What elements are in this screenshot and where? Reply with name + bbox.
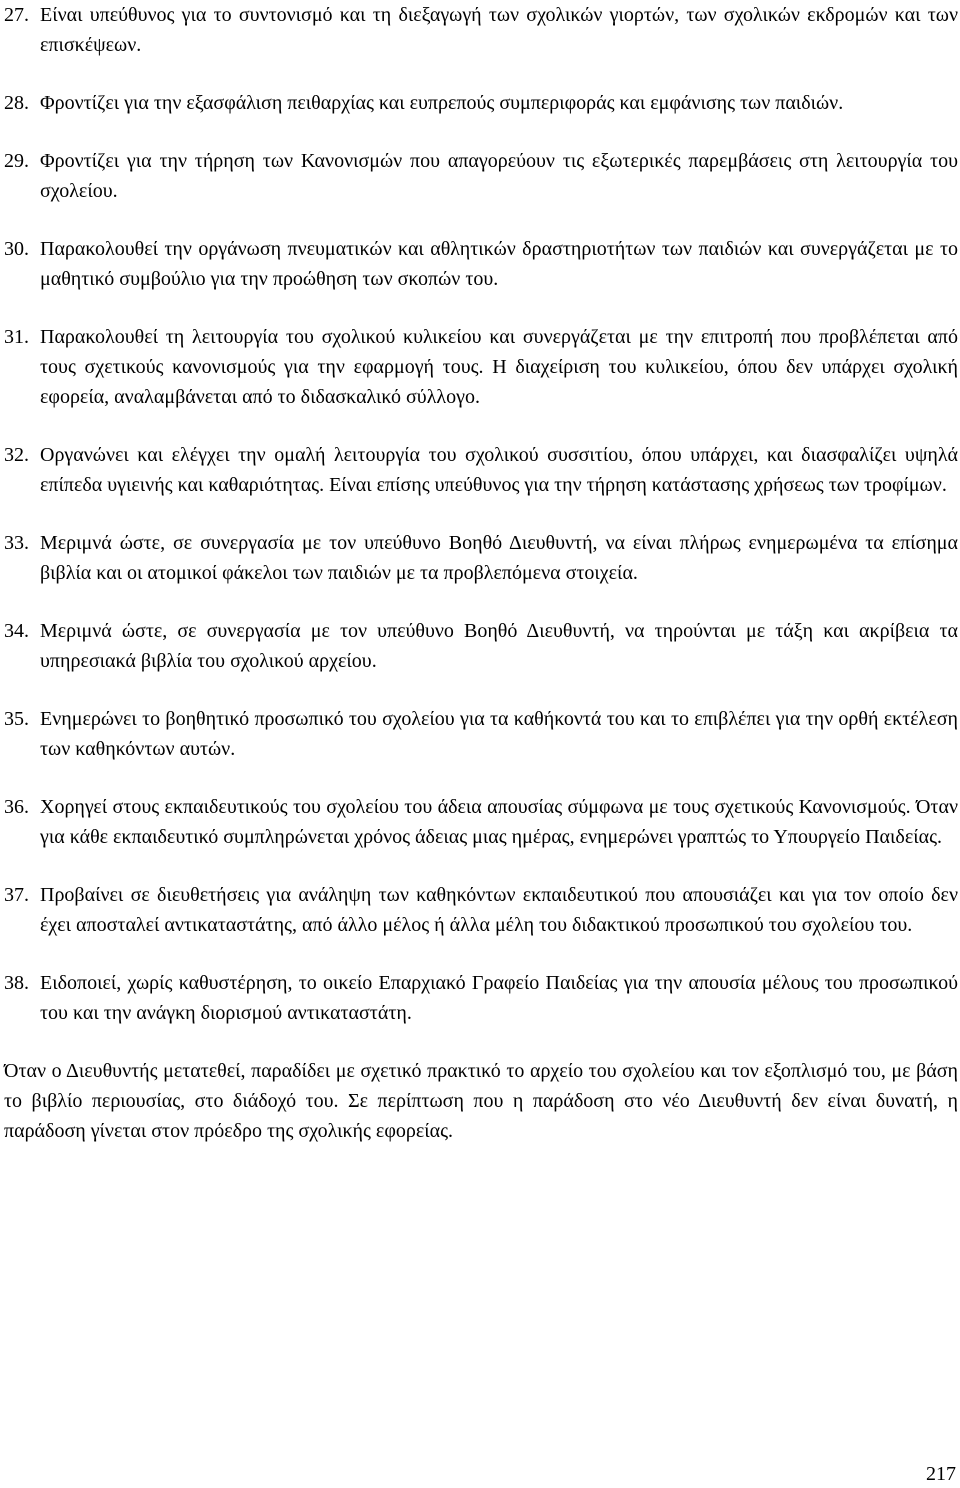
item-number: 36. [4, 796, 29, 818]
item-text: Οργανώνει και ελέγχει την ομαλή λειτουργία του σχολικού συσσιτίου, όπου υπάρχει, και διασφαλίζει υψηλά επίπεδα υγιεινής και καθαριότητας. Είναι επίσης υπεύθυνος για την τήρηση κατάστασης χρήσεως των τροφίμων. [40, 444, 958, 496]
list-item-37 [4, 880, 958, 940]
item-text: Προβαίνει σε διευθετήσεις για ανάληψη των καθηκόντων εκπαιδευτικού που απουσιάζει και για τον οποίο δεν έχει αποσταλεί αντικαταστάτης, από άλλο μέλος ή άλλα μέλη του διδακτικού προσωπικού του σχολείου του. [40, 884, 958, 936]
list-item-29 [4, 146, 958, 206]
item-number: 32. [4, 444, 29, 466]
item-number: 27. [4, 4, 29, 26]
item-text: Ενημερώνει το βοηθητικό προσωπικό του σχολείου για τα καθήκοντά του και το επιβλέπει για την ορθή εκτέλεση των καθηκόντων αυτών. [40, 708, 958, 760]
document-page [4, 0, 958, 1166]
list-item-30 [4, 234, 958, 294]
item-number: 37. [4, 884, 29, 906]
list-item-35 [4, 704, 958, 764]
list-item-27 [4, 0, 958, 60]
item-text: Παρακολουθεί τη λειτουργία του σχολικού κυλικείου και συνεργάζεται με την επιτροπή που προβλέπεται από τους σχετικούς κανονισμούς για την εφαρμογή τους. Η διαχείριση του κυλικείου, όπου δεν υπάρχει σχολική εφορεία, αναλαμβάνεται από το διδασκαλικό σύλλογο. [40, 326, 958, 408]
item-text: Χορηγεί στους εκπαιδευτικούς του σχολείου του άδεια απουσίας σύμφωνα με τους σχετικούς Κανονισμούς. Όταν για κάθε εκπαιδευτικό συμπληρώνεται χρόνος άδειας μιας ημέρας, ενημερώνει γραπτώς το Υπουργείο Παιδείας. [40, 796, 958, 848]
item-number: 31. [4, 326, 29, 348]
closing-paragraph: Όταν ο Διευθυντής μετατεθεί, παραδίδει με σχετικό πρακτικό το αρχείο του σχολείου και τον εξοπλισμό του, με βάση το βιβλίο περιουσίας, στο διάδοχό του. Σε περίπτωση που η παράδοση στο νέο Διευθυντή δεν είναι δυνατή, η παράδοση γίνεται στον πρόεδρο της σχολικής εφορείας. [4, 1060, 958, 1142]
item-text: Μεριμνά ώστε, σε συνεργασία με τον υπεύθυνο Βοηθό Διευθυντή, να είναι πλήρως ενημερωμένα τα επίσημα βιβλία και οι ατομικοί φάκελοι των παιδιών με τα προβλεπόμενα στοιχεία. [40, 532, 958, 584]
list-item-28 [4, 88, 958, 118]
item-number: 33. [4, 532, 29, 554]
item-number: 29. [4, 150, 29, 172]
list-item-31 [4, 322, 958, 412]
item-text: Ειδοποιεί, χωρίς καθυστέρηση, το οικείο Επαρχιακό Γραφείο Παιδείας για την απουσία μέλους του προσωπικού του και την ανάγκη διορισμού αντικαταστάτη. [40, 972, 958, 1024]
item-text: Φροντίζει για την τήρηση των Κανονισμών που απαγορεύουν τις εξωτερικές παρεμβάσεις στη λειτουργία του σχολείου. [40, 150, 958, 202]
list-item-32 [4, 440, 958, 500]
list-item-34 [4, 616, 958, 676]
item-text: Παρακολουθεί την οργάνωση πνευματικών και αθλητικών δραστηριοτήτων των παιδιών και συνεργάζεται με το μαθητικό συμβούλιο για την προώθηση των σκοπών του. [40, 238, 958, 290]
item-number: 35. [4, 708, 29, 730]
list-item-33 [4, 528, 958, 588]
page-number: 217 [926, 1463, 956, 1485]
item-text: Φροντίζει για την εξασφάλιση πειθαρχίας και ευπρεπούς συμπεριφοράς και εμφάνισης των παιδιών. [40, 92, 844, 114]
item-number: 30. [4, 238, 29, 260]
item-text: Μεριμνά ώστε, σε συνεργασία με τον υπεύθυνο Βοηθό Διευθυντή, να τηρούνται με τάξη και ακρίβεια τα υπηρεσιακά βιβλία του σχολικού αρχείου. [40, 620, 958, 672]
item-number: 34. [4, 620, 29, 642]
list-item-36 [4, 792, 958, 852]
item-number: 28. [4, 92, 29, 114]
list-item-38 [4, 968, 958, 1028]
item-text: Είναι υπεύθυνος για το συντονισμό και τη διεξαγωγή των σχολικών γιορτών, των σχολικών εκδρομών και των επισκέψεων. [40, 4, 958, 56]
item-number: 38. [4, 972, 29, 994]
